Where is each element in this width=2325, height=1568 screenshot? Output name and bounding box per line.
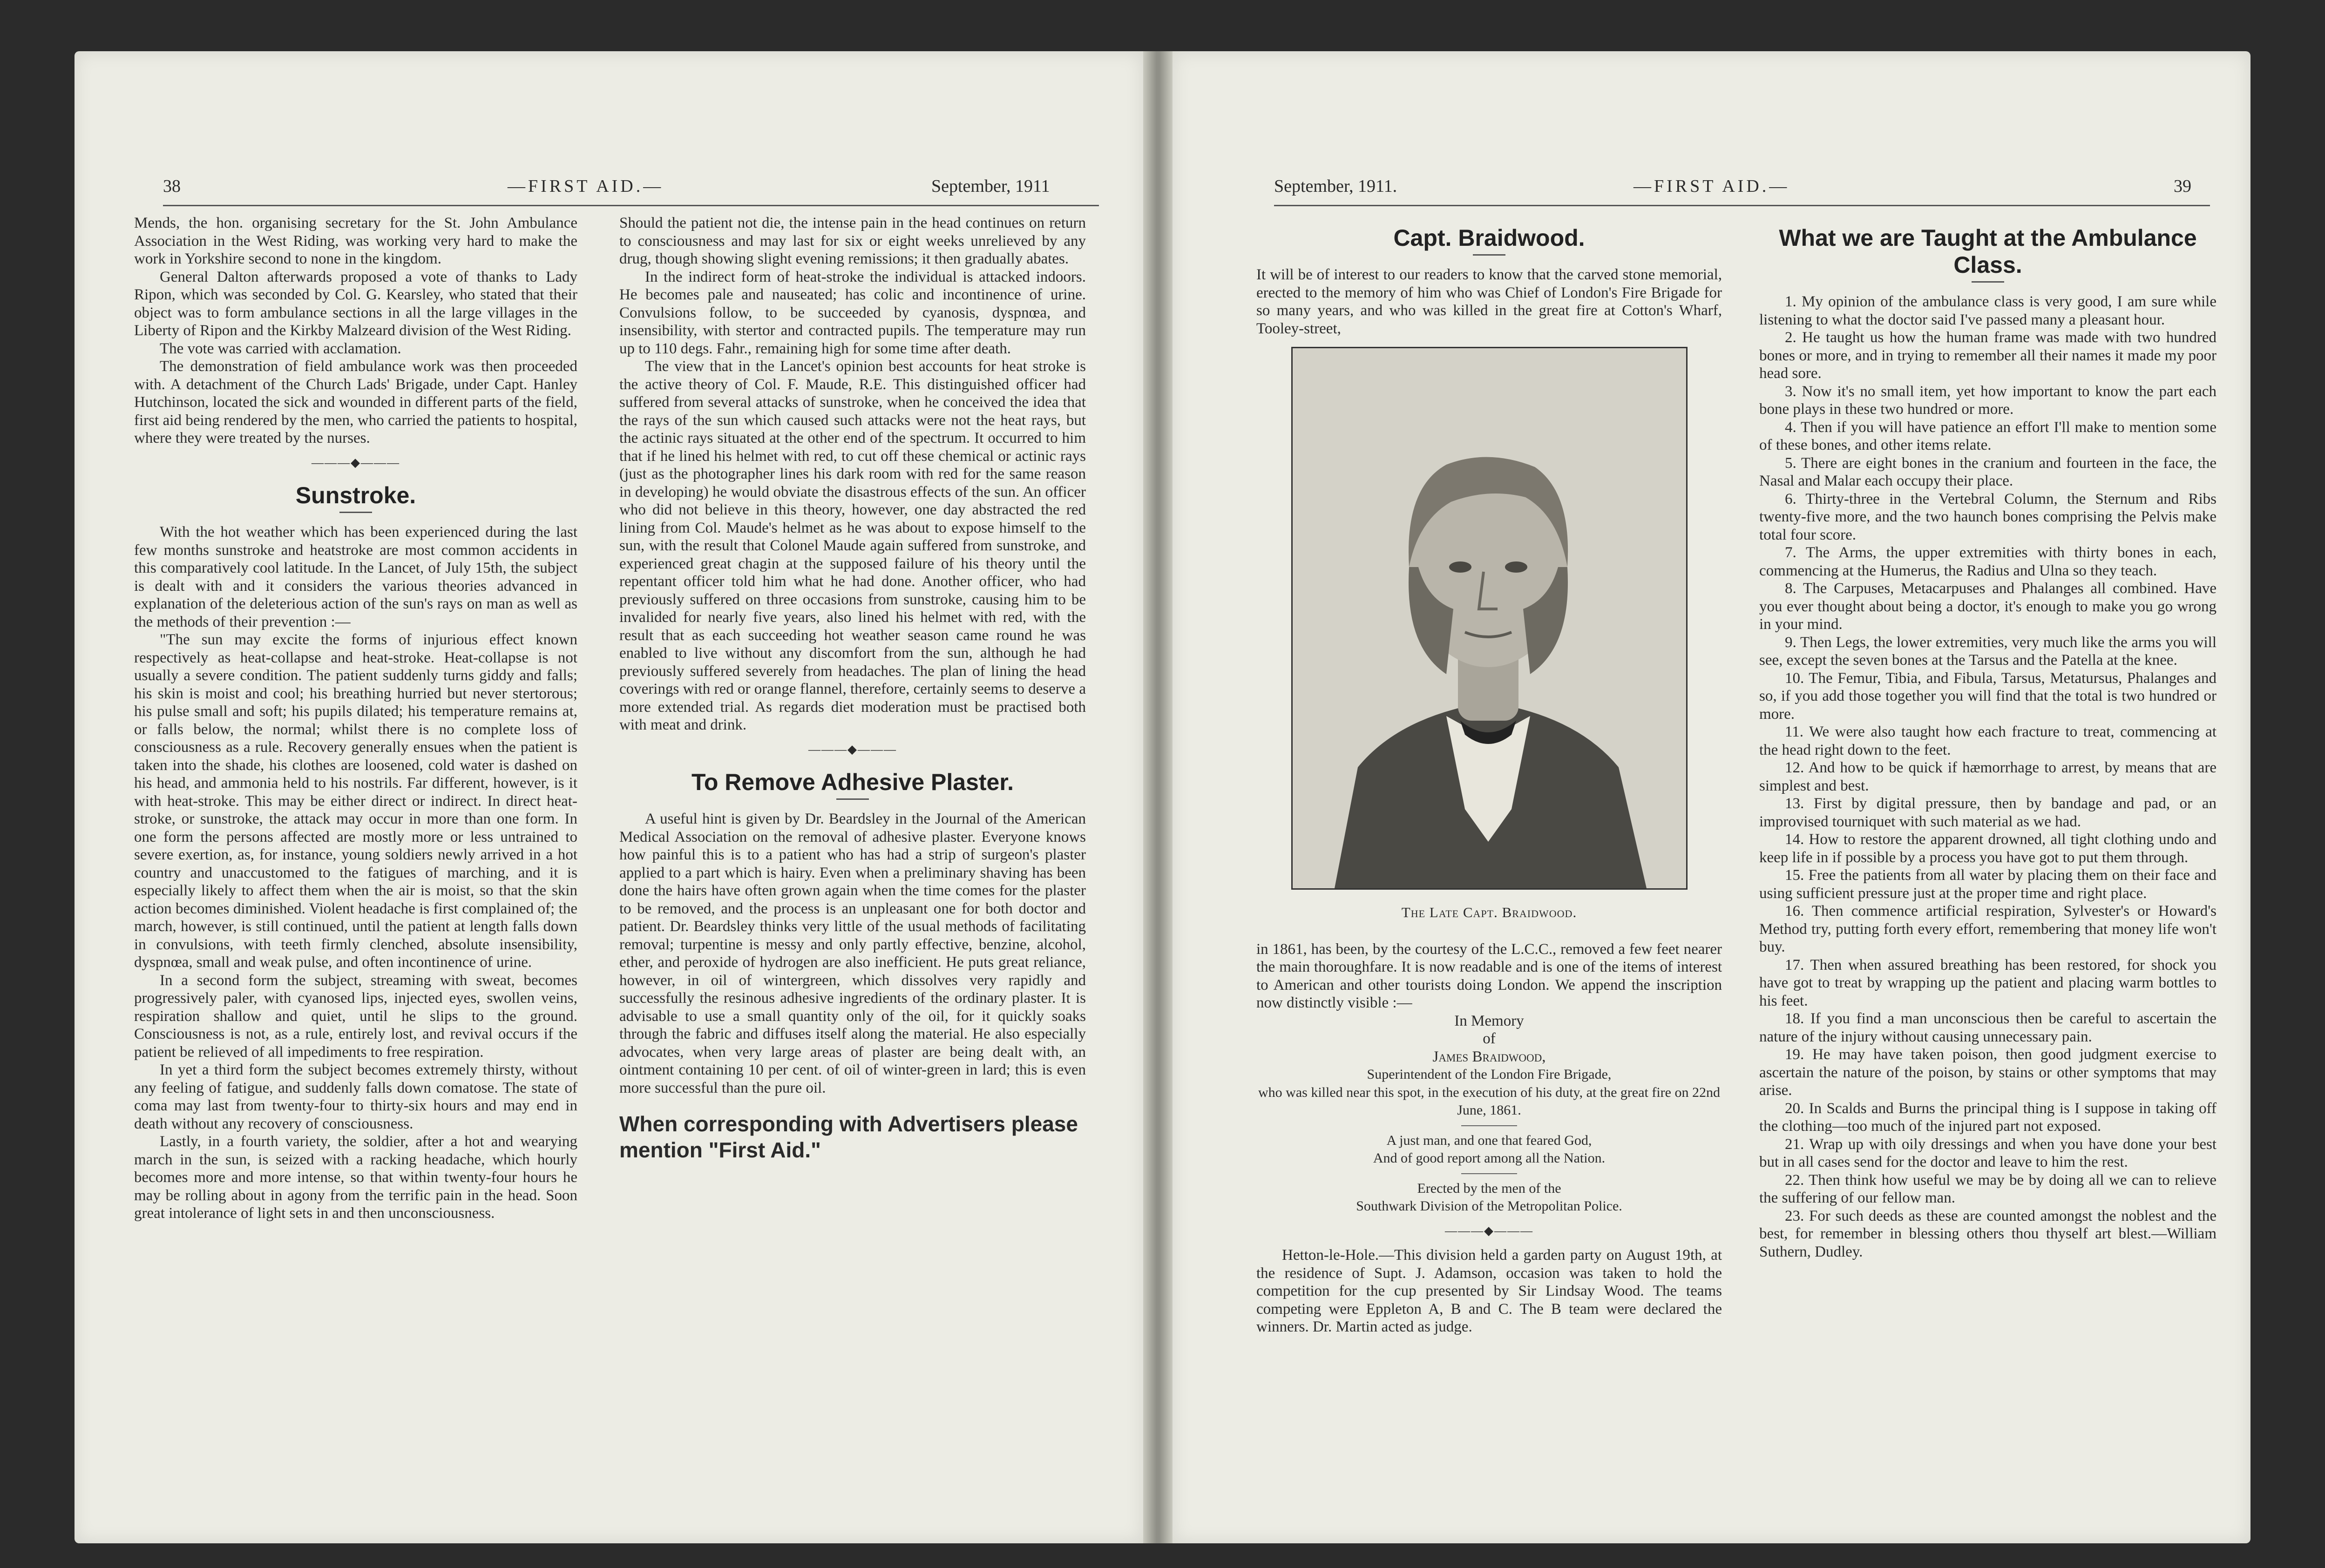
- paragraph: Mends, the hon. organising secretary for the St. John Ambulance Association in the West Riding, was working very hard to make the work in Yorkshire second to none in the kingdom.: [134, 215, 577, 267]
- numbered-item: 11. We were also taught how each fracture to treat, commencing at the head right down to the feet.: [1759, 723, 2217, 758]
- numbered-item: 10. The Femur, Tibia, and Fibula, Tarsus, Metatursus, Phalanges and so, if you add those together you will find that the total is two hundred or more.: [1759, 669, 2217, 723]
- inscription-line: Superintendent of the London Fire Brigade,: [1367, 1067, 1612, 1082]
- numbered-item: 4. Then if you will have patience an effort I'll make to mention some of these bones, and other items relate.: [1759, 419, 2217, 453]
- paragraph: "The sun may excite the forms of injurious effect known respectively as heat-collapse and heat-stroke. Heat-collapse is not usually a severe condition. The patient suddenly turns giddy and falls; his skin is moist and cool; his breathing hurried but never stertorous; his pulse small and soft; his pupils dilated; his temperature remains at, or falls below, the normal; whilst there is no complete loss of consciousness as a rule. Recovery generally ensues when the patient is taken into the shade, his clothes are loosened, cold water is dashed on his head, and ammonia held to his nostrils. Far different, however, is it with heat-stroke. This may be either direct or indirect. In direct heat-stroke, or sunstroke, the attack may occur in more than one form. In one form the persons affected are mostly more or less untrained to severe exertion, as, for instance, young soldiers newly arrived in a hot country and unaccustomed to the fatigues of marching, and it is especially likely to affect them when the air is moist, so that the skin action becomes diminished. Violent headache is first complained of; the march, however, is still continued, until the patient at length falls down in convulsions, with teeth firmly clenched, absolute insensibility, dyspnœa, small and weak pulse, and often incontinence of urine.: [134, 631, 577, 971]
- issue-date: September, 1911.: [1274, 176, 1397, 196]
- right-page: [1173, 51, 2250, 1543]
- numbered-item: 6. Thirty-three in the Vertebral Column, the Sternum and Ribs twenty-five more, and the two haunch bones comprising the Pelvis make total four score.: [1759, 490, 2217, 543]
- numbered-item: 9. Then Legs, the lower extremities, very much like the arms you will see, except the seven bones at the Tarsus and the Patella at the knee.: [1759, 634, 2217, 669]
- numbered-item: 2. He taught us how the human frame was made with two hundred bones or more, and in trying to remember all their names it made my poor head sore.: [1759, 329, 2217, 382]
- article-title-plaster: To Remove Adhesive Plaster.: [691, 769, 1014, 795]
- numbered-item: 3. Now it's no small item, yet how important to know the part each bone plays in these two hundred or more.: [1759, 383, 2217, 418]
- paragraph: It will be of interest to our readers to know that the carved stone memorial, erected to the memory of him who was Chief of London's Fire Brigade for so many years, and who was killed in the great fire at Cotton's Wharf, Tooley-street,: [1256, 266, 1722, 337]
- numbered-item: 7. The Arms, the upper extremities with thirty bones in each, commencing at the Humerus, the Radius and Ulna so they teach.: [1759, 544, 2217, 579]
- issue-date: September, 1911: [931, 176, 1050, 196]
- article-title-sunstroke: Sunstroke.: [295, 482, 416, 508]
- memorial-inscription: [1256, 1012, 1722, 1216]
- running-title: —FIRST AID.—: [1634, 176, 1790, 196]
- right-column-2: [1759, 214, 2217, 1261]
- header-rule: [163, 205, 1099, 206]
- numbered-item: 17. Then when assured breathing has been restored, for shock you have got to treat by wrapping up the patient and placing warm bottles to his feet.: [1759, 956, 2217, 1009]
- paragraph: In a second form the subject, streaming with sweat, becomes progressively paler, with cyanosed lips, injected eyes, swollen veins, respiration shallow and quiet, until he slips to the ground. Consciousness is not, as a rule, entirely lost, and revival occurs if the patient be relieved of all impediments to free respiration.: [134, 972, 577, 1061]
- title-rule: [339, 512, 372, 513]
- article-title-braidwood: Capt. Braidwood.: [1393, 225, 1585, 251]
- section-ornament: ———◆———: [808, 742, 897, 756]
- portrait-photo: [1291, 347, 1688, 890]
- numbered-item: 8. The Carpuses, Metacarpuses and Phalanges all combined. Have you ever thought about being a doctor, it's enough to make you go wrong in your mind.: [1759, 580, 2217, 633]
- paragraph: In the indirect form of heat-stroke the individual is attacked indoors. He becomes pale and nauseated; has colic and incontinence of urine. Convulsions follow, to be succeeded by cyanosis, dyspnœa, and insensibility, with stertor and contracted pupils. The temperature may run up to 110 degs. Fahr., remaining high for some time after death.: [619, 268, 1086, 357]
- header-rule: [1274, 205, 2210, 206]
- left-page: [75, 51, 1143, 1543]
- page-number: 38: [163, 176, 181, 196]
- numbered-item: 18. If you find a man unconscious then be careful to ascertain the nature of the injury without causing unnecessary pain.: [1759, 1010, 2217, 1045]
- portrait-caption: The Late Capt. Braidwood.: [1401, 904, 1577, 920]
- numbered-item: 21. Wrap up with oily dressings and when you have done your best but in all cases send for the doctor and leave to him the rest.: [1759, 1135, 2217, 1170]
- page-number: 39: [2174, 176, 2191, 196]
- inscription-line: A just man, and one that feared God,: [1386, 1132, 1592, 1148]
- right-column-1: [1256, 214, 1722, 1336]
- title-rule: [836, 798, 869, 800]
- numbered-item: 22. Then think how useful we may be by doing all we can to relieve the suffering of our fellow man.: [1759, 1171, 2217, 1206]
- running-title: —FIRST AID.—: [508, 176, 664, 196]
- paragraph: A useful hint is given by Dr. Beardsley in the Journal of the American Medical Association on the removal of adhesive plaster. Everyone knows how painful this is to a patient who has had a strip of surgeon's plaster applied to a part which is hairy. Even when a preliminary shaving has been done the hairs have often grown again when the time comes for the plaster to be removed, and the process is an unpleasant one for both doctor and patient. Dr. Beardsley thinks very little of the usual methods of facilitating removal; turpentine is messy and only partly effective, benzine, alcohol, ether, and peroxide of hydrogen are also inefficient. He puts great reliance, however, in oil of wintergreen, which dissolves very rapidly and successfully the resinous adhesive ingredients of the ordinary plaster. It is advisable to use a small quantity only of the oil, for it quickly soaks through the fabric and diffuses itself along the material. He also especially advocates, when very large areas of plaster are being dealt with, an ointment containing 10 per cent. of oil of winter-green in lard; this is even more successful than the pure oil.: [619, 811, 1086, 1096]
- numbered-item: 13. First by digital pressure, then by bandage and pad, or an improvised tourniquet with such material as we had.: [1759, 795, 2217, 830]
- numbered-item: 14. How to restore the apparent drowned, all tight clothing undo and keep life in if possible by a process you have got to put them through.: [1759, 831, 2217, 866]
- inscription-rule: [1461, 1173, 1517, 1174]
- paragraph: The demonstration of field ambulance work was then proceeded with. A detachment of the Church Lads' Brigade, under Capt. Hanley Hutchinson, located the sick and wounded in different parts of the field, first aid being rendered by the men, who carried the patients to hospital, where they were treated by the nurses.: [134, 358, 577, 446]
- numbered-item: 15. Free the patients from all water by placing them on their face and using sufficient pressure just at the proper time and right place.: [1759, 867, 2217, 902]
- left-column-2: [619, 214, 1086, 1163]
- numbered-item: 16. Then commence artificial respiration, Sylvester's or Howard's Method try, putting forth every effort, remembering that money life won't buy.: [1759, 903, 2217, 955]
- article-title-ambulance-class: What we are Taught at the Ambulance Class.: [1779, 225, 2197, 278]
- numbered-item: 5. There are eight bones in the cranium and fourteen in the face, the Nasal and Malar each occupy their place.: [1759, 454, 2217, 489]
- inscription-line: who was killed near this spot, in the execution of his duty, at the great fire on 22nd June, 1861.: [1258, 1084, 1720, 1118]
- book-gutter: [1143, 51, 1173, 1543]
- section-ornament: ———◆———: [312, 455, 400, 469]
- left-column-1: [134, 214, 577, 1223]
- numbered-item: 19. He may have taken poison, then good judgment exercise to ascertain the nature of the poison, by stains or other symptoms that may arise.: [1759, 1046, 2217, 1099]
- paragraph: Should the patient not die, the intense pain in the head continues on return to consciousness and may last for six or eight weeks unrelieved by any drug, though showing slight evening remissions; it then gradually abates.: [619, 215, 1086, 267]
- inscription-rule: [1461, 1125, 1517, 1126]
- inscription-line: In Memory: [1454, 1012, 1524, 1029]
- inscription-line: Southwark Division of the Metropolitan Police.: [1356, 1198, 1622, 1214]
- advertiser-notice: When corresponding with Advertisers please mention "First Aid.": [619, 1112, 1078, 1162]
- numbered-item: 12. And how to be quick if hæmorrhage to arrest, by means that are simplest and best.: [1759, 759, 2217, 794]
- inscription-line: Erected by the men of the: [1417, 1180, 1561, 1196]
- inscription-line: of: [1483, 1030, 1496, 1047]
- inscription-line: And of good report among all the Nation.: [1373, 1150, 1606, 1166]
- title-rule: [1473, 254, 1505, 256]
- paragraph: The view that in the Lancet's opinion best accounts for heat stroke is the active theory of Col. F. Maude, R.E. This distinguished officer had suffered from several attacks of sunstroke, when he conceived the idea that the rays of the sun which caused such attacks were not the heat rays, but the actinic rays situated at the other end of the spectrum. It occurred to him that if he lined his helmet with red, to cut off these chemical or actinic rays (just as the photographer lines his dark room with red for the same reason in developing) he would obviate the disastrous effects of the sun. An officer who did not believe in this theory, however, one day abstracted the red lining from Col. Maude's helmet as he was about to expose himself to the sun, with the result that Colonel Maude again suffered from sunstroke, and experienced great chagin at the supposed failure of his theory until the repentant officer told him what he had done. Another officer, who had previously suffered on three occasions from sunstroke, causing him to be invalided for nearly five years, also lined his helmet with red, with the result that as each succeeding hot weather season came round he was enabled to live without any discomfort from the sun, although he had previously suffered severely from headaches. The plan of lining the head coverings with red or orange flannel, therefore, certainly seems to deserve a more extended trial. As regards diet moderation must be practised both with meat and drink.: [619, 358, 1086, 733]
- section-ornament: ———◆———: [1445, 1223, 1533, 1237]
- paragraph: Lastly, in a fourth variety, the soldier, after a hot and wearying march in the sun, is seized with a racking headache, which hourly becomes more and more intense, so that within twenty-four hours he may be rolling about in agony from the terrific pain in the head. Soon great intolerance of light sets in and then unconsciousness.: [134, 1133, 577, 1222]
- numbered-item: 20. In Scalds and Burns the principal thing is I suppose in taking off the clothing—too much of the injured part not exposed.: [1759, 1100, 2217, 1135]
- inscription-line: James Braidwood,: [1432, 1048, 1546, 1065]
- paragraph: Hetton-le-Hole.—This division held a garden party on August 19th, at the residence of Supt. J. Adamson, occasion was taken to hold the competition for the cup presented by Sir Lindsay Wood. The teams competing were Eppleton A, B and C. The B team were declared the winners. Dr. Martin acted as judge.: [1256, 1247, 1722, 1335]
- paragraph: in 1861, has been, by the courtesy of the L.C.C., removed a few feet nearer the main thoroughfare. It is now readable and is one of the items of interest to American and other tourists doing London. We append the inscription now distinctly visible :—: [1256, 940, 1722, 1011]
- portrait-image: [1293, 348, 1686, 888]
- paragraph: General Dalton afterwards proposed a vote of thanks to Lady Ripon, which was seconded by Col. G. Kearsley, who stated that their object was to form ambulance sections in all the large villages in the Liberty of Ripon and the Kirkby Malzeard division of the West Riding.: [134, 268, 577, 339]
- numbered-item: 1. My opinion of the ambulance class is very good, I am sure while listening to what the doctor said I've passed many a pleasant hour.: [1759, 293, 2217, 328]
- paragraph: In yet a third form the subject becomes extremely thirsty, without any feeling of fatigue, and suddenly falls down comatose. The state of coma may last from twenty-four to thirty-six hours and may end in death without any recovery of consciousness.: [134, 1061, 577, 1132]
- numbered-item: 23. For such deeds as these are counted amongst the noblest and the best, for remember in blessing others thou thyself art blest.—William Suthern, Dudley.: [1759, 1207, 2217, 1260]
- paragraph: The vote was carried with acclamation.: [160, 340, 401, 357]
- paragraph: With the hot weather which has been experienced during the last few months sunstroke and heatstroke are most common accidents in this comparatively cool latitude. In the Lancet, of July 15th, the subject is dealt with and it considers the various theories advanced in explanation of the deleterious action of the sun's rays on man as well as the methods of their prevention :—: [134, 524, 577, 630]
- title-rule: [1972, 281, 2004, 283]
